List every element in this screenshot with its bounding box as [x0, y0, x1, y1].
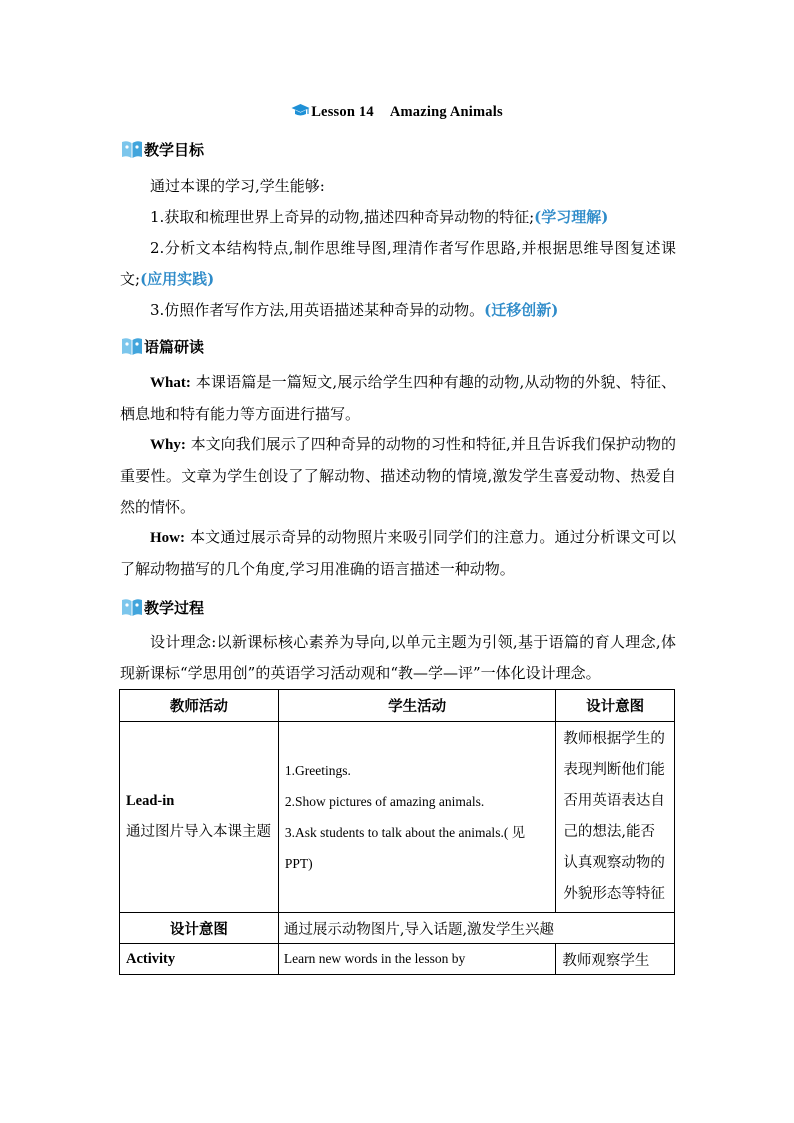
- table-header-row: [120, 690, 675, 722]
- table-row-aim: [120, 913, 675, 944]
- step-item: 2.Show pictures of amazing animals.: [284, 794, 485, 809]
- lesson-number: Lesson 14: [311, 104, 374, 120]
- header-student-activity: 学生活动: [278, 690, 556, 722]
- reading-heading-text: 语篇研读: [144, 337, 205, 356]
- header-design-intent: 设计意图: [556, 690, 675, 722]
- goal-tag-3: (迁移创新): [484, 301, 559, 319]
- lead-in-label: Lead-in: [126, 793, 175, 809]
- lesson-title: [0, 101, 794, 125]
- goal-tag-1: (学习理解): [534, 208, 609, 226]
- activity-intent: 教师观察学生: [556, 944, 675, 975]
- step-item: 3.Ask students to talk about the animals.( 见 PPT): [284, 825, 526, 871]
- table-row-lead-in: [120, 722, 675, 913]
- header-teacher-activity: 教师活动: [120, 690, 279, 722]
- open-book-icon: [120, 335, 144, 357]
- goals-intro: 通过本课的学习,学生能够:: [150, 177, 325, 195]
- lead-in-steps: [278, 722, 556, 913]
- goal-item-3: 3.仿照作者写作方法,用英语描述某种奇异的动物。(迁移创新): [150, 301, 559, 319]
- goals-heading-text: 教学目标: [144, 140, 205, 159]
- lesson-name: Amazing Animals: [389, 104, 503, 120]
- section-heading-goals: [120, 137, 204, 161]
- aim-label: 设计意图: [120, 913, 279, 944]
- lead-in-cell: [120, 722, 279, 913]
- reading-what: What: 本课语篇是一篇短文,展示给学生四种有趣的动物,从动物的外貌、特征、栖息地和特有能力等方面进行描写。: [120, 373, 676, 423]
- section-heading-reading: [120, 334, 204, 358]
- design-concept: 设计理念:以新课标核心素养为导向,以单元主题为引领,基于语篇的育人理念,体现新课标“学思用创”的英语学习活动观和“教—学—评”一体化设计理念。: [120, 633, 676, 682]
- activity-label: Activity: [120, 944, 279, 975]
- lead-in-description: 通过图片导入本课主题: [126, 824, 271, 840]
- step-item: 1.Greetings.: [284, 763, 351, 778]
- activity-text: Learn new words in the lesson by: [278, 944, 556, 975]
- aim-text: 通过展示动物图片,导入话题,激发学生兴趣: [278, 913, 674, 944]
- process-heading-text: 教学过程: [144, 598, 205, 617]
- goal-tag-2: (应用实践): [140, 270, 215, 288]
- open-book-icon: [120, 138, 144, 160]
- goal-item-2: 2.分析文本结构特点,制作思维导图,理清作者写作思路,并根据思维导图复述课文;(应用实践): [120, 239, 676, 288]
- open-book-icon: [120, 596, 144, 618]
- reading-how: How: 本文通过展示奇异的动物照片来吸引同学们的注意力。通过分析课文可以了解动物描写的几个角度,学习用准确的语言描述一种动物。: [120, 528, 676, 578]
- lesson-plan-table: [119, 689, 675, 975]
- section-heading-process: [120, 595, 204, 619]
- graduation-cap-icon: [291, 103, 310, 125]
- table-row-activity: [120, 944, 675, 975]
- goal-item-1: 1.获取和梳理世界上奇异的动物,描述四种奇异动物的特征;(学习理解): [150, 208, 609, 226]
- reading-why: Why: 本文向我们展示了四种奇异的动物的习性和特征,并且告诉我们保护动物的重要性。文章为学生创设了了解动物、描述动物的情境,激发学生喜爱动物、热爱自然的情怀。: [120, 435, 676, 516]
- lead-in-intent: 教师根据学生的表现判断他们能否用英语表达自己的想法,能否认真观察动物的外貌形态等特征: [556, 722, 675, 913]
